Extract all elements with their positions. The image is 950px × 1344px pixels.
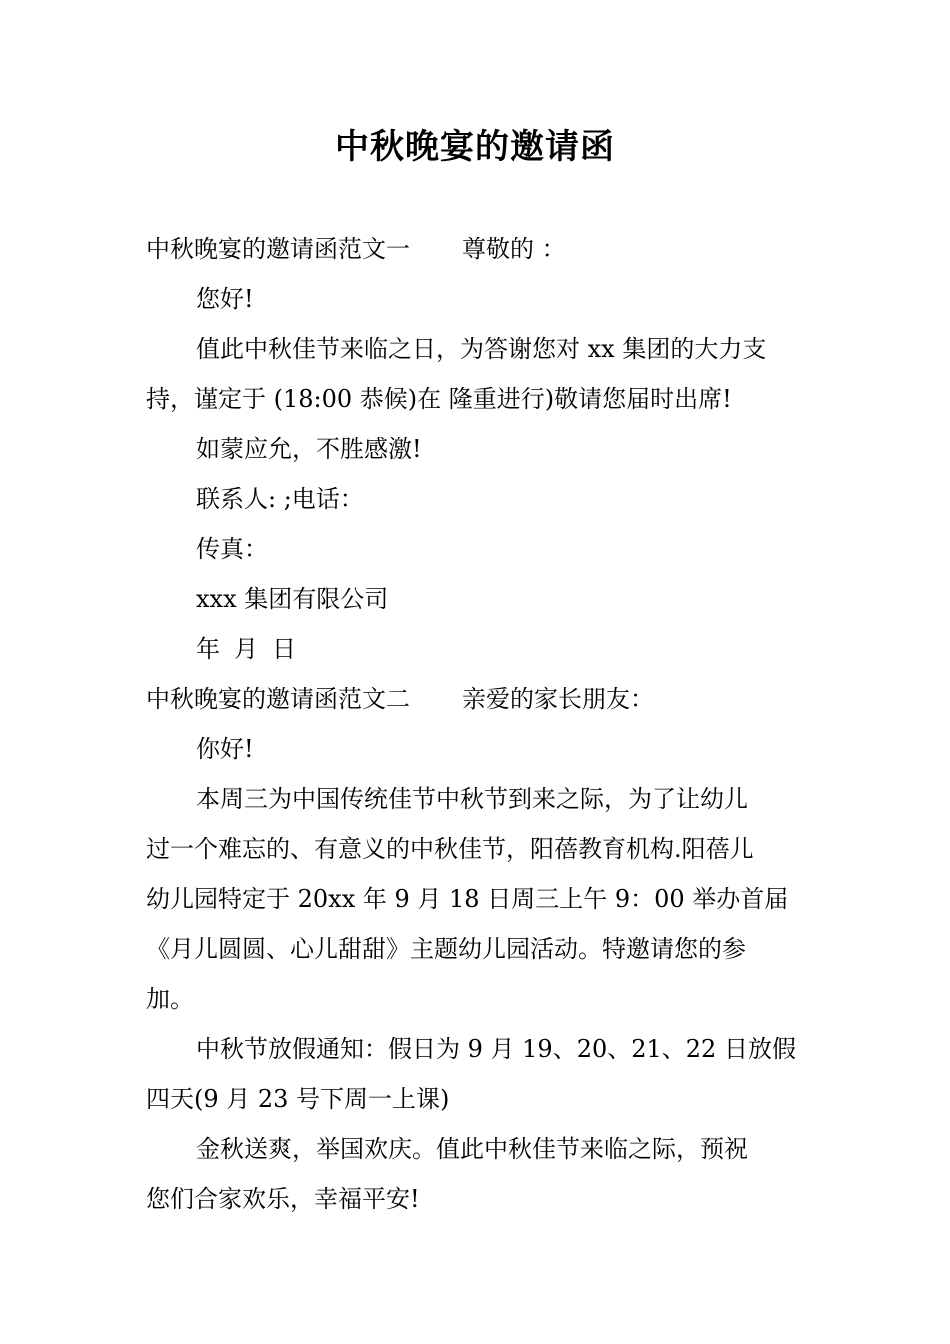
section1-company: xxx 集团有限公司	[196, 585, 389, 613]
section2-paragraph-line: 加。	[146, 985, 194, 1013]
date-year: 年	[196, 635, 220, 663]
date-day: 日	[272, 635, 296, 663]
section1-salutation: 尊敬的 ：	[462, 235, 566, 263]
section2-salutation: 亲爱的家长朋友：	[462, 685, 654, 713]
section1-heading-line	[146, 224, 808, 274]
section1-heading: 中秋晚宴的邀请函范文一	[146, 235, 410, 263]
section2-heading: 中秋晚宴的邀请函范文二	[146, 685, 410, 713]
section1-paragraph-line: 持，谨定于 (18:00 恭候)在 隆重进行)敬请您届时出席!	[146, 385, 732, 413]
section1-closing: 如蒙应允，不胜感激!	[196, 435, 422, 463]
section2-paragraph-line: 过一个难忘的、有意义的中秋佳节，阳蓓教育机构.阳蓓儿	[146, 835, 754, 863]
holiday-notice-line: 四天(9 月 23 号下周一上课)	[146, 1085, 450, 1113]
section1-date	[146, 624, 808, 674]
section2-paragraph-line: 幼儿园特定于 20xx 年 9 月 18 日周三上午 9：00 举办首届	[146, 885, 789, 913]
holiday-notice-line: 中秋节放假通知：假日为 9 月 19、20、21、22 日放假	[196, 1035, 796, 1063]
section2-paragraph-line: 本周三为中国传统佳节中秋节到来之际，为了让幼儿	[196, 785, 748, 813]
section2-heading-line	[146, 674, 808, 724]
wishes-line: 您们合家欢乐，幸福平安!	[146, 1185, 420, 1213]
section2-paragraph-line: 《月儿圆圆、心儿甜甜》主题幼儿园活动。特邀请您的参	[146, 935, 746, 963]
section1-contact: 联系人: ;电话：	[196, 485, 364, 513]
document-title: 中秋晚宴的邀请函	[335, 127, 615, 167]
wishes-line: 金秋送爽，举国欢庆。值此中秋佳节来临之际，预祝	[196, 1135, 748, 1163]
section1-greeting: 您好!	[196, 285, 254, 313]
document-body	[146, 224, 808, 1224]
section1-fax: 传真：	[196, 535, 268, 563]
date-month: 月	[234, 635, 258, 663]
section2-greeting: 你好!	[196, 735, 254, 763]
section1-paragraph-line: 值此中秋佳节来临之日，为答谢您对 xx 集团的大力支	[196, 335, 767, 363]
